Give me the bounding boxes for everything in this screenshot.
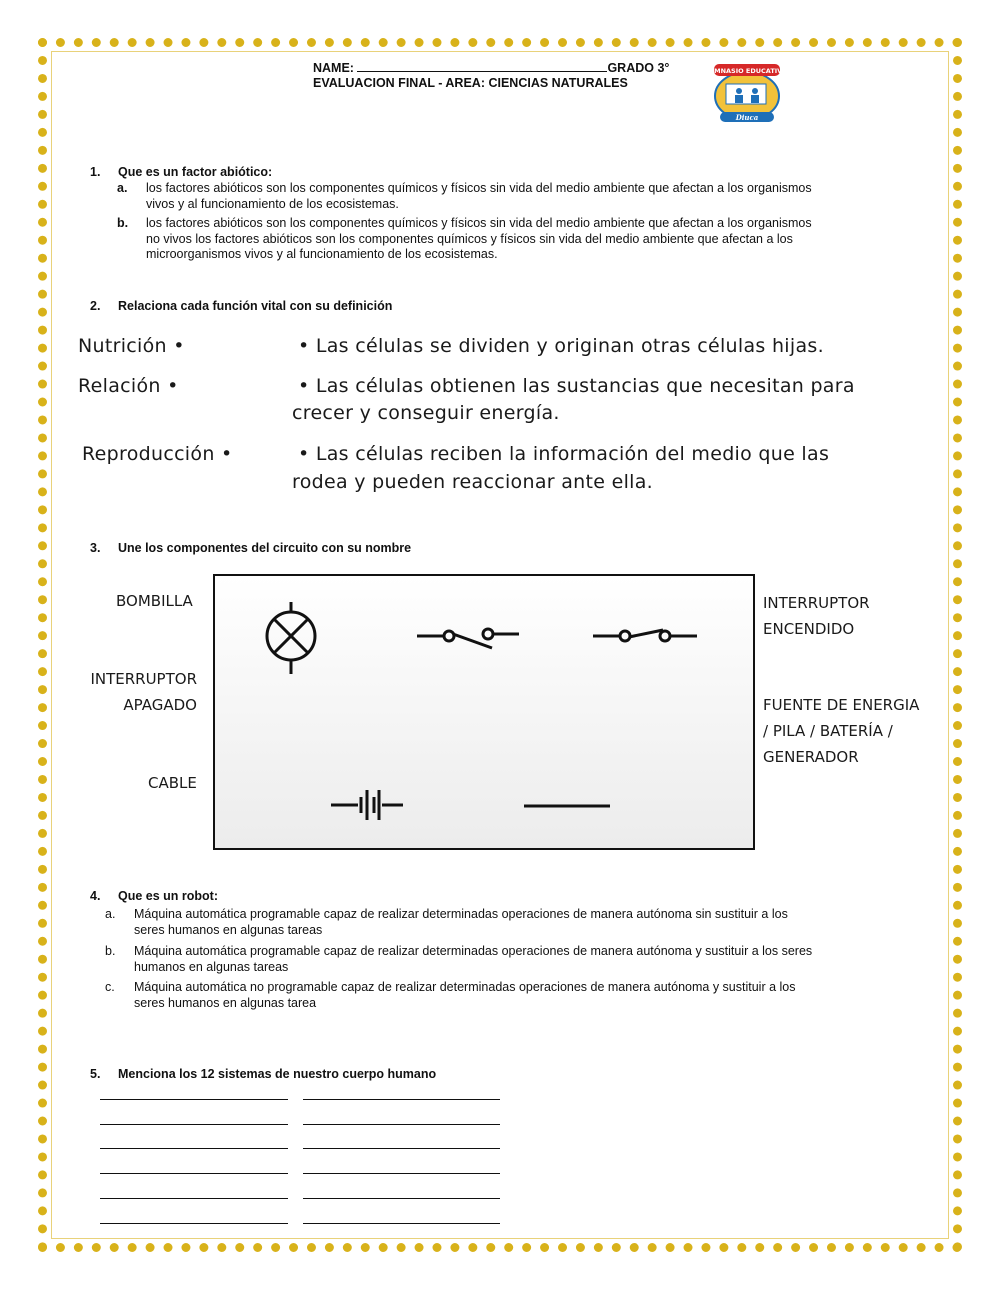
svg-text:GIMNASIO EDUCATIVO: GIMNASIO EDUCATIVO xyxy=(706,67,788,75)
option-text-line: Máquina automática no programable capaz de realizar determinadas operaciones de manera autónoma y sustituir a los xyxy=(134,980,796,994)
label-bombilla[interactable]: BOMBILLA xyxy=(116,592,193,610)
q1-option-b[interactable] xyxy=(117,216,947,266)
svg-text:Diuca: Diuca xyxy=(735,113,759,122)
question-3 xyxy=(90,541,411,556)
exam-subtitle: EVALUACION FINAL - AREA: CIENCIAS NATURALES xyxy=(313,76,628,90)
label-line: INTERRUPTOR xyxy=(763,594,870,612)
open-switch-symbol[interactable] xyxy=(417,629,519,648)
label-interruptor-encendido[interactable] xyxy=(763,590,870,642)
q4-option-c[interactable] xyxy=(105,980,955,1014)
question-title: Une los componentes del circuito con su nombre xyxy=(118,541,412,555)
answer-line[interactable] xyxy=(100,1223,288,1224)
question-number: 5. xyxy=(90,1067,101,1081)
vital-function-nutricion[interactable]: Nutrición • xyxy=(78,335,185,357)
name-row xyxy=(313,60,669,76)
question-title: Relaciona cada función vital con su definición xyxy=(118,299,393,313)
answer-line[interactable] xyxy=(100,1148,288,1149)
q4-option-b[interactable] xyxy=(105,944,955,978)
answer-line[interactable] xyxy=(303,1148,500,1149)
definition-1[interactable]: • Las células se dividen y originan otras células hijas. xyxy=(298,335,824,357)
question-number: 4. xyxy=(90,889,101,903)
answer-line[interactable] xyxy=(100,1099,288,1100)
option-text-line: los factores abióticos son los componentes químicos y físicos sin vida del medio ambiente que afectan a los organismos xyxy=(146,181,812,195)
answer-line[interactable] xyxy=(100,1124,288,1125)
question-number: 2. xyxy=(90,299,101,313)
answer-line[interactable] xyxy=(303,1099,500,1100)
label-line: APAGADO xyxy=(123,696,197,714)
question-2 xyxy=(90,299,392,314)
question-title: Que es un robot: xyxy=(118,889,218,903)
question-title: Menciona los 12 sistemas de nuestro cuerpo humano xyxy=(118,1067,437,1081)
definition-3[interactable]: • Las células reciben la información del medio que las xyxy=(298,443,830,465)
option-label: b. xyxy=(105,944,116,958)
question-number: 1. xyxy=(90,165,101,179)
label-interruptor-apagado[interactable] xyxy=(86,666,197,718)
worksheet-header xyxy=(313,60,669,91)
circuit-symbols-panel xyxy=(213,574,755,850)
closed-switch-symbol[interactable] xyxy=(593,630,697,641)
option-label: c. xyxy=(105,980,115,994)
q1-option-a[interactable] xyxy=(117,181,947,215)
name-input-line[interactable] xyxy=(357,60,607,72)
name-label: NAME: xyxy=(313,61,354,75)
bulb-symbol[interactable] xyxy=(267,602,315,674)
label-line: ENCENDIDO xyxy=(763,620,855,638)
definition-3-cont: rodea y pueden reaccionar ante ella. xyxy=(292,471,654,493)
option-label: a. xyxy=(105,907,116,921)
question-1 xyxy=(90,165,272,180)
option-text-line: seres humanos en algunas tareas xyxy=(134,922,323,937)
vital-function-reproduccion[interactable]: Reproducción • xyxy=(82,443,233,465)
label-fuente-energia[interactable] xyxy=(763,692,919,770)
option-label: b. xyxy=(117,216,129,230)
question-5 xyxy=(90,1067,436,1082)
question-number: 3. xyxy=(90,541,101,555)
option-text-line: microorganismos vivos y al funcionamiento de los ecosistemas. xyxy=(146,247,498,261)
question-4 xyxy=(90,889,218,904)
answer-line[interactable] xyxy=(303,1223,500,1224)
circuit-symbols xyxy=(215,576,753,848)
label-line: INTERRUPTOR xyxy=(90,670,197,688)
label-line: FUENTE DE ENERGIA xyxy=(763,696,920,714)
option-text-line: vivos y al funcionamiento de los ecosistemas. xyxy=(146,196,399,211)
answer-line[interactable] xyxy=(303,1198,500,1199)
answer-line[interactable] xyxy=(303,1173,500,1174)
answer-line[interactable] xyxy=(100,1198,288,1199)
definition-2-cont: crecer y conseguir energía. xyxy=(292,402,560,424)
definition-2[interactable]: • Las células obtienen las sustancias que necesitan para xyxy=(298,375,855,397)
option-text-line: Máquina automática programable capaz de realizar determinadas operaciones de manera autónoma y sustituir a los seres xyxy=(134,944,813,958)
option-text-line: los factores abióticos son los componentes químicos y físicos sin vida del medio ambiente que afectan a los organismos xyxy=(146,216,812,230)
vital-function-relacion[interactable]: Relación • xyxy=(78,375,179,397)
label-cable[interactable]: CABLE xyxy=(148,774,197,792)
answer-line[interactable] xyxy=(303,1124,500,1125)
option-text-line: seres humanos en algunas tarea xyxy=(134,995,317,1010)
option-text-line: humanos en algunas tareas xyxy=(134,959,289,974)
school-logo xyxy=(706,58,788,126)
battery-symbol[interactable] xyxy=(331,790,403,820)
label-line: GENERADOR xyxy=(763,748,859,766)
question-title: Que es un factor abiótico: xyxy=(118,165,273,179)
option-text-line: no vivos los factores abióticos son los componentes químicos y físicos sin vida del medio ambiente que afectan a los xyxy=(146,231,793,246)
option-label: a. xyxy=(117,181,128,195)
answer-line[interactable] xyxy=(100,1173,288,1174)
label-line: / PILA / BATERÍA / xyxy=(763,722,893,740)
grade-label: GRADO 3° xyxy=(607,61,670,75)
option-text-line: Máquina automática programable capaz de realizar determinadas operaciones de manera autónoma sin sustituir a los xyxy=(134,907,788,921)
q4-option-a[interactable] xyxy=(105,907,955,941)
